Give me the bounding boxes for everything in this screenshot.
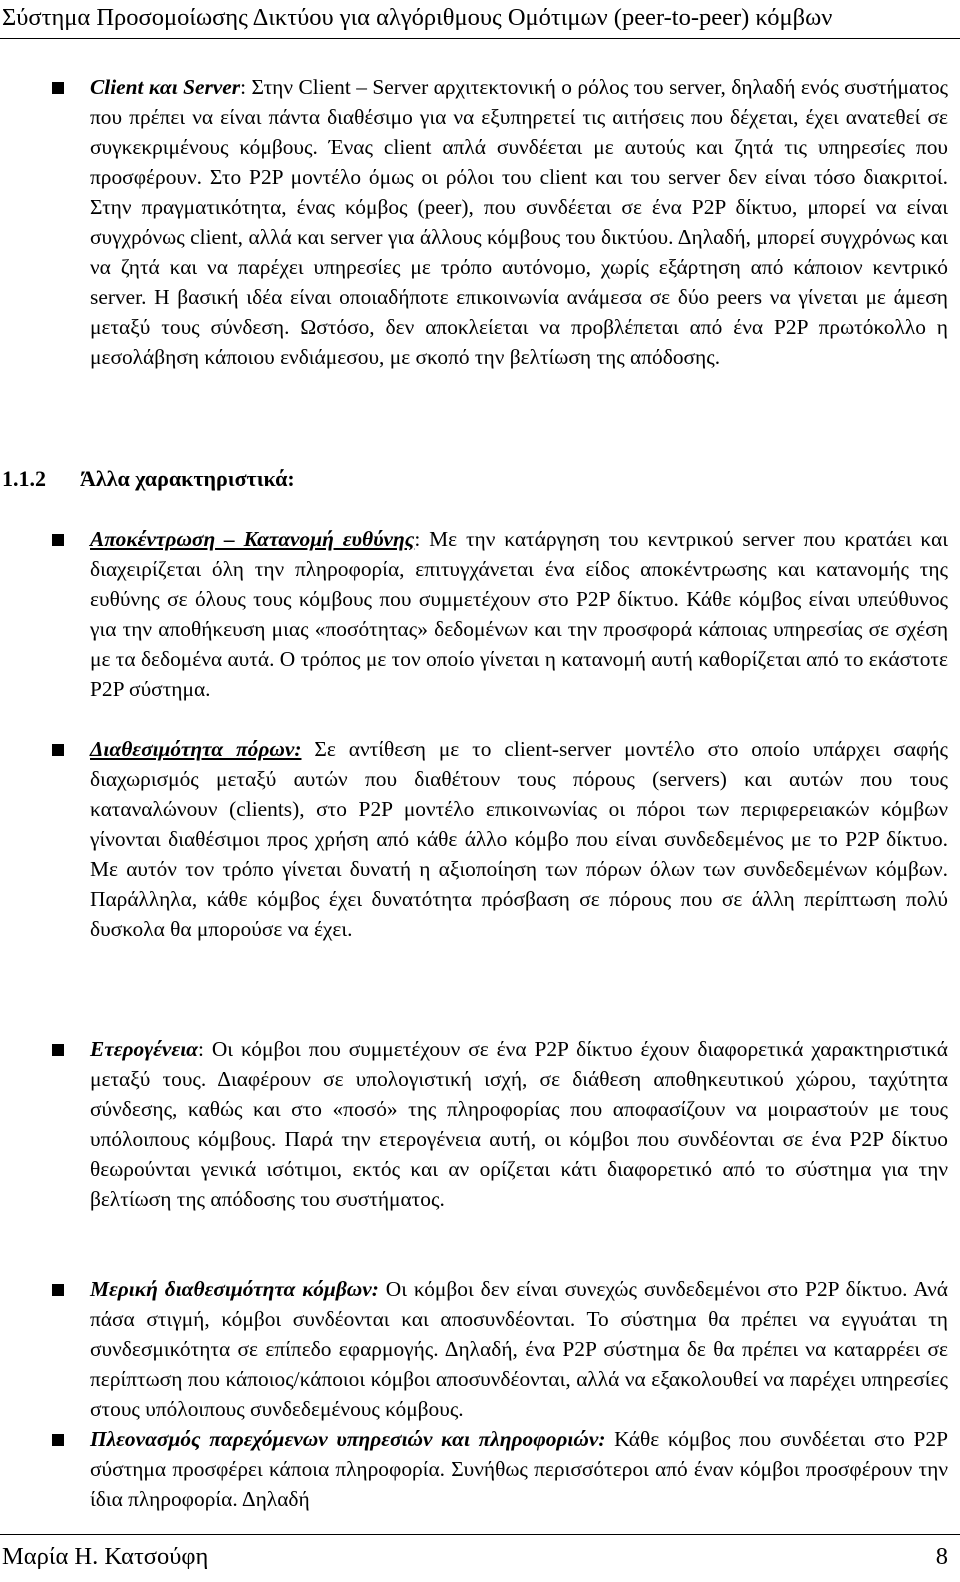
- list-item-text: Κάθε κόμβος που συνδέεται στο P2P σύστημα προσφέρει κάποια πληροφορία. Συνήθως περισσότεροι από έναν κόμβοι προσφέρουν την ίδια πληροφορία. Δηλαδή: [90, 1427, 948, 1511]
- footer-author: Μαρία Η. Κατσούφη: [2, 1543, 209, 1570]
- page-number: 8: [935, 1543, 948, 1570]
- page-header-title: Σύστημα Προσομοίωσης Δικτύου για αλγόριθμους Ομότιμων (peer-to-peer) κόμβων: [2, 4, 833, 31]
- section-title: Άλλα χαρακτηριστικά:: [80, 466, 295, 491]
- list-item-resource-availability: [90, 734, 948, 944]
- bullet-square-icon: [52, 1284, 64, 1296]
- list-item-text: Οι κόμβοι δεν είναι συνεχώς συνδεδεμένοι στο P2P δίκτυο. Ανά πάσα στιγμή, κόμβοι συνδέονται και αποσυνδέονται. Το σύστημα θα πρέπει να εγγυάται τη συνδεσμικότητα σε επίπεδο εφαρμογής. Δηλαδή, ένα P2P σύστημα δε θα πρέπει να καταρρέει σε περίπτωση που κάποιος/κάποιοι κόμβοι αποσυνδέονται, αλλά να εξακολουθεί να παρέχει υπηρεσίες στους υπόλοιπους συνδεδεμένους κόμβους.: [90, 1277, 948, 1421]
- list-item-term: Ετερογένεια: [90, 1037, 198, 1061]
- section-heading: [2, 464, 295, 494]
- bullet-square-icon: [52, 534, 64, 546]
- list-item-decentralization: [90, 524, 948, 704]
- section-number: 1.1.2: [2, 466, 46, 491]
- list-item-partial-availability: [90, 1274, 948, 1424]
- bullet-square-icon: [52, 1044, 64, 1056]
- list-item-text: Σε αντίθεση με το client-server μοντέλο στο οποίο υπάρχει σαφής διαχωρισμός μεταξύ αυτών που διαθέτουν τους πόρους (servers) και αυτών που τους καταναλώνουν (clients), στο P2P μοντέλο επικοινωνίας οι πόροι των περιφερειακών κόμβων γίνονται διαθέσιμοι προς χρήση από κάθε άλλο κόμβο που είναι συνδεδεμένος με το P2P δίκτυο. Με αυτόν τον τρόπο γίνεται δυνατή η αξιοποίηση των πόρων όλων των συνδεδεμένων κόμβων. Παράλληλα, κάθε κόμβος έχει δυνατότητα πρόσβαση σε πόρους που σε άλλη περίπτωση πολύ δυσκολα θα μπορούσε να έχει.: [90, 737, 948, 941]
- list-item-term: Πλεονασμός παρεχόμενων υπηρεσιών και πληροφοριών:: [90, 1427, 606, 1451]
- bullet-square-icon: [52, 1434, 64, 1446]
- list-item-client-server: [90, 72, 948, 372]
- list-item-text: : Με την κατάργηση του κεντρικού server που κρατάει και διαχειρίζεται όλη την πληροφορία, επιτυγχάνεται ένα είδος αποκέντρωσης και κατανομής της ευθύνης σε όλους τους κόμβους που συμμετέχουν στο P2P δίκτυο. Κάθε κόμβος είναι υπεύθυνος για την αποθήκευση μιας «ποσότητας» δεδομένων και την προσφορά κάποιας υπηρεσίας σε σχέση με τα δεδομένα αυτά. Ο τρόπος με τον οποίο γίνεται η κατανομή αυτή καθορίζεται από το εκάστοτε P2P σύστημα.: [90, 527, 948, 701]
- list-item-text: : Στην Client – Server αρχιτεκτονική ο ρόλος του server, δηλαδή ενός συστήματος που πρέπει να είναι πάντα διαθέσιμο για να εξυπηρετεί τις αιτήσεις που δέχεται, έχει ανατεθεί σε συγκεκριμένους κόμβους. Ένας client απλά συνδέεται με αυτούς και ζητά τις υπηρεσίες που προσφέρουν. Στο P2P μοντέλο όμως οι ρόλοι του client και του server δεν είναι τόσο διακριτοί. Στην πραγματικότητα, ένας κόμβος (peer), που συνδέεται σε ένα P2P δίκτυο, μπορεί να είναι συγχρόνως client, αλλά και server για άλλους κόμβους του δικτύου. Δηλαδή, μπορεί συγχρόνως και να ζητά και να παρέχει υπηρεσίες με τρόπο αυτόνομο, χωρίς εξάρτηση από κάποιον κεντρικό server. Η βασική ιδέα είναι οποιαδήποτε επικοινωνία ανάμεσα σε δύο peers να γίνεται με άμεση μεταξύ τους σύνδεση. Ωστόσο, δεν αποκλείεται να προβλέπεται από ένα P2P πρωτόκολλο η μεσολάβηση κάποιου ενδιάμεσου, με σκοπό την βελτίωση της απόδοσης.: [90, 75, 948, 369]
- list-item-term: Μερική διαθεσιμότητα κόμβων:: [90, 1277, 379, 1301]
- list-item-term: Client και Server: [90, 75, 241, 99]
- bullet-square-icon: [52, 82, 64, 94]
- header-divider: [0, 38, 960, 39]
- list-item-term: Διαθεσιμότητα πόρων:: [90, 737, 302, 761]
- list-item-redundancy: [90, 1424, 948, 1514]
- bullet-square-icon: [52, 744, 64, 756]
- footer-divider: [0, 1534, 960, 1535]
- list-item-heterogeneity: [90, 1034, 948, 1214]
- list-item-text: : Οι κόμβοι που συμμετέχουν σε ένα P2P δίκτυο έχουν διαφορετικά χαρακτηριστικά μεταξύ τους. Διαφέρουν σε υπολογιστική ισχή, σε διάθεση αποθηκευτικού χώρου, ταχύτητα σύνδεσης, καθώς και στο «ποσό» της πληροφορίας που αποφασίζουν να μοιραστούν με τους υπόλοιπους κόμβους. Παρά την ετερογένεια αυτή, οι κόμβοι που συνδέονται σε ένα P2P δίκτυο θεωρούνται γενικά ισότιμοι, εκτός και αν ορίζεται κάτι διαφορετικό από το σύστημα για την βελτίωση της απόδοσης του συστήματος.: [90, 1037, 948, 1211]
- list-item-term: Αποκέντρωση – Κατανομή ευθύνης: [90, 527, 415, 551]
